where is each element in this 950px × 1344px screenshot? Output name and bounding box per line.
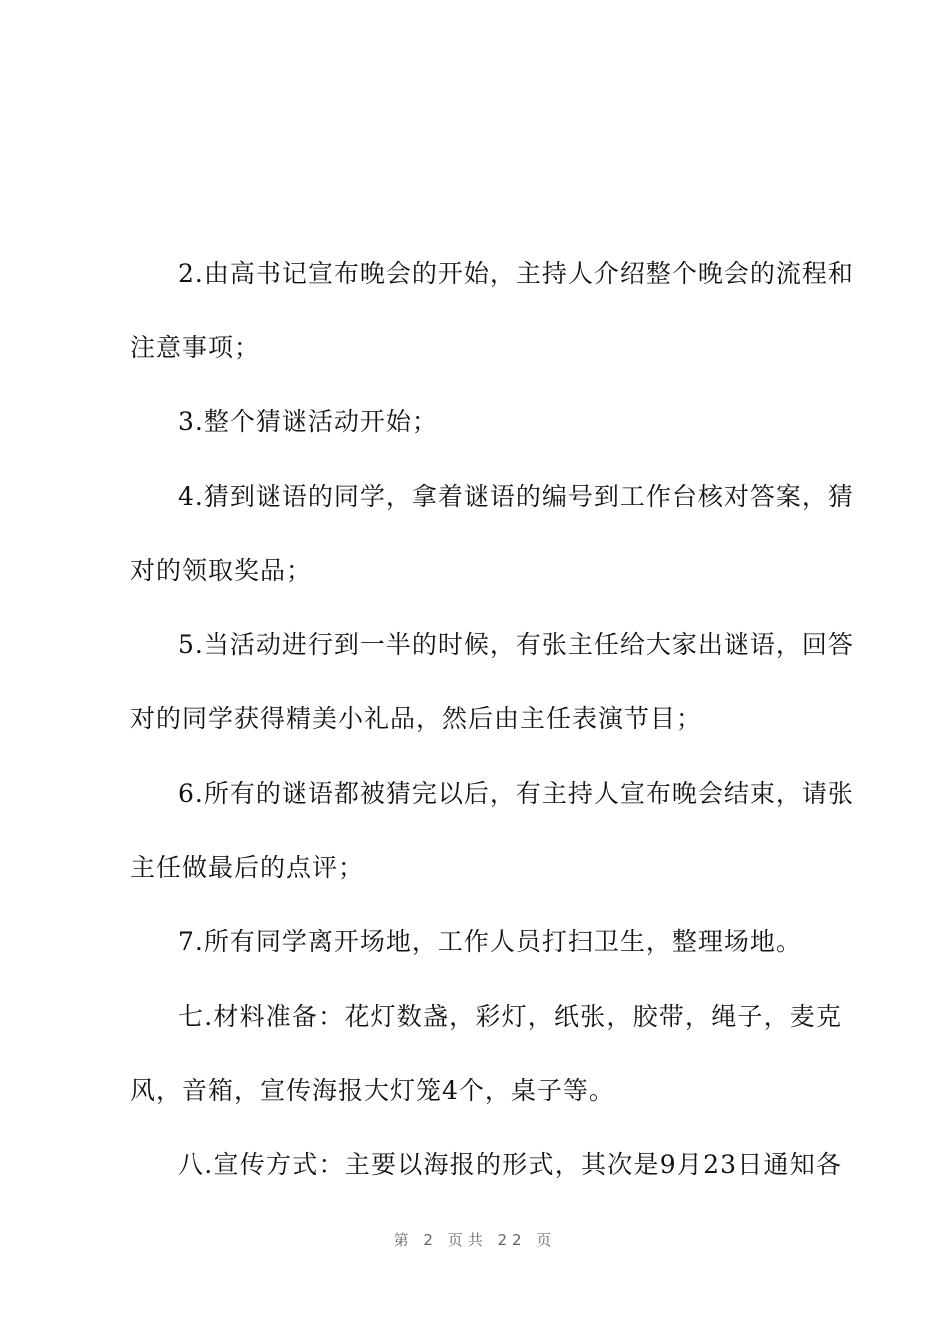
paragraph-line: 主任做最后的点评； <box>130 853 365 882</box>
paragraph-line: 4.猜到谜语的同学，拿着谜语的编号到工作台核对答案，猜 <box>178 482 854 511</box>
paragraph-line: 八.宣传方式：主要以海报的形式，其次是9月23日通知各 <box>178 1150 842 1179</box>
paragraph-line: 七.材料准备：花灯数盏，彩灯，纸张，胶带，绳子，麦克 <box>178 1002 842 1031</box>
page-number-footer: 第 2 页共 22 页 <box>393 1231 557 1249</box>
paragraph-line: 3.整个猜谜活动开始； <box>178 407 438 436</box>
paragraph-line: 对的领取奖品； <box>130 556 313 585</box>
paragraph-line: 注意事项； <box>130 333 261 362</box>
paragraph-line: 风，音箱，宣传海报大灯笼4个，桌子等。 <box>130 1076 615 1105</box>
paragraph-line: 7.所有同学离开场地，工作人员打扫卫生，整理场地。 <box>178 927 802 956</box>
paragraph-line: 对的同学获得精美小礼品，然后由主任表演节目； <box>130 704 703 733</box>
paragraph-line: 5.当活动进行到一半的时候，有张主任给大家出谜语，回答 <box>178 630 854 659</box>
paragraph-line: 6.所有的谜语都被猜完以后，有主持人宣布晚会结束，请张 <box>178 779 854 808</box>
paragraph-line: 2.由高书记宣布晚会的开始，主持人介绍整个晚会的流程和 <box>178 259 854 288</box>
